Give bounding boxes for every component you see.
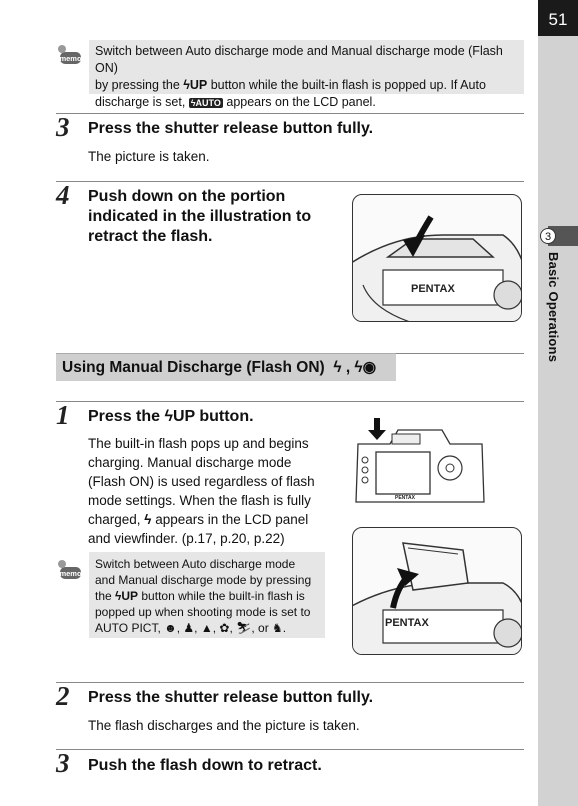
memo-line: discharge is set, ϟAUTO appears on the LCD panel.	[95, 95, 376, 109]
step-number: 3	[56, 748, 70, 778]
step-title: Press the shutter release button fully.	[88, 120, 374, 137]
flash-icon: ϟ	[144, 512, 152, 527]
camera-top-drawing	[353, 195, 522, 322]
memo-box	[89, 40, 524, 109]
step-title: Push down on the portion indicated in the illustration to retract the flash.	[88, 188, 312, 245]
chapter-number: 3	[540, 228, 556, 244]
page-number: 51	[538, 0, 578, 36]
camera-flash-popup-illustration	[352, 527, 522, 655]
section-divider	[396, 353, 524, 354]
step-title: Press the shutter release button fully.	[88, 689, 374, 706]
brand-label: PENTAX	[411, 283, 455, 295]
memo-line: Switch between Auto discharge mode and Manual discharge mode (Flash ON)	[95, 44, 503, 75]
step-divider	[56, 682, 524, 683]
svg-text:PENTAX: PENTAX	[395, 495, 415, 501]
shooting-mode-icons: AUTO PICT, ☻, ♟, ▲, ✿, ⛷, or ♞.	[95, 621, 287, 635]
flash-up-icon: ϟUP	[115, 589, 139, 603]
step-number: 3	[56, 112, 70, 142]
step-body: The picture is taken.	[88, 149, 210, 164]
step-title: Push the flash down to retract.	[88, 757, 322, 774]
flash-mode-icons: ϟ , ϟ◉	[333, 359, 377, 376]
step-divider	[56, 401, 524, 402]
camera-top-drawing	[353, 528, 522, 655]
step-divider	[56, 749, 524, 750]
memo-icon-label: memo	[59, 54, 82, 63]
memo-line: by pressing the ϟUP button while the built-in flash is popped up. If Auto	[95, 78, 486, 92]
camera-back-illustration	[350, 412, 490, 506]
chapter-title: Basic Operations	[546, 252, 561, 363]
step-body: The built-in flash pops up and begins charging. Manual discharge mode (Flash ON) is used regardless of flash mode settings. When the flash is fully charged, ϟ appears in the LCD panel and viewfinder. (p.17, p.20, p.22)	[88, 436, 315, 546]
flash-auto-icon: ϟAUTO	[190, 98, 221, 108]
step-number: 4	[56, 180, 70, 210]
flash-up-icon: ϟUP	[183, 78, 208, 92]
step-number: 2	[56, 681, 70, 711]
chapter-sidebar	[538, 0, 578, 806]
step-title: Press the ϟUP button.	[88, 408, 254, 425]
memo-box: Switch between Auto discharge mode and Manual discharge mode by pressing the ϟUP button while the built-in flash is popped up when shooting mode is set to AUTO PICT, ☻, ♟, ▲, ✿, ⛷, or ♞.	[89, 552, 325, 638]
memo-icon-label: memo	[59, 569, 82, 578]
step-divider	[56, 181, 524, 182]
memo-icon	[56, 44, 82, 66]
camera-flash-retract-illustration	[352, 194, 522, 322]
memo-icon	[56, 559, 82, 581]
step-body: The flash discharges and the picture is taken.	[88, 718, 360, 733]
step-divider	[56, 113, 524, 114]
flash-up-icon: ϟUP	[164, 408, 195, 425]
section-title: Using Manual Discharge (Flash ON) ϟ , ϟ◉	[62, 359, 377, 376]
brand-label: PENTAX	[385, 617, 429, 629]
step-number: 1	[56, 400, 70, 430]
